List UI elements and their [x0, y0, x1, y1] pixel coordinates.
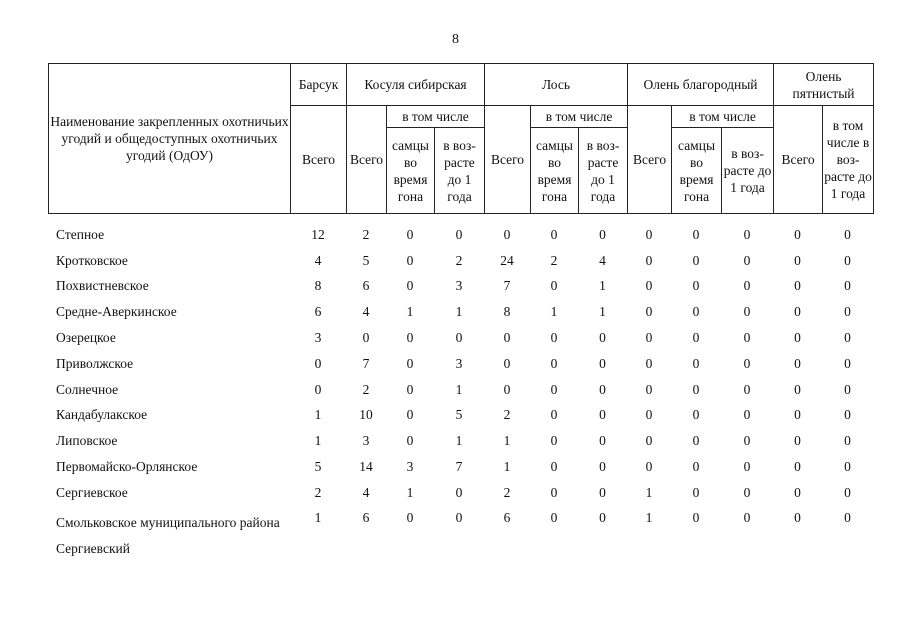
total-header: Всего: [347, 106, 387, 214]
table-cell: 0: [599, 226, 606, 242]
table-cell: 2: [362, 226, 370, 242]
table-cell: 1: [455, 381, 463, 397]
table-cell: 1: [599, 304, 606, 320]
table-cell: 1: [314, 407, 322, 423]
total-header: Всего: [291, 106, 347, 214]
table-cell: 0: [550, 407, 558, 423]
table-cell: 7: [503, 278, 511, 294]
table-cell: 0: [645, 304, 653, 320]
table-cell: 1: [406, 484, 414, 500]
table-cell: 0: [692, 509, 700, 525]
table-cell: 7: [362, 355, 370, 371]
table-cell: 0: [645, 278, 653, 294]
males-header: самцы во время гона: [531, 128, 579, 214]
table-cell: 0: [645, 226, 653, 242]
table-cell: 0: [503, 330, 511, 346]
row-name: Липовское: [56, 433, 118, 449]
table-cell: 0: [550, 278, 558, 294]
table-cell: 0: [743, 330, 751, 346]
table-cell: 0: [794, 381, 801, 397]
row-name: Смольковское муниципального района Сергиевский: [56, 514, 280, 556]
row-name: Солнечное: [56, 381, 119, 397]
table-cell: 6: [314, 304, 322, 320]
table-cell: 0: [599, 381, 606, 397]
group-header: Олень благородный: [628, 64, 774, 106]
incl-header: в том числе: [826, 118, 864, 150]
table-cell: 0: [743, 484, 751, 500]
table-row: [48, 299, 873, 325]
table-row: [48, 222, 873, 248]
table-cell: 0: [692, 330, 700, 346]
row-name: Кротковское: [56, 252, 128, 268]
table-cell: 0: [645, 407, 653, 423]
table-row: [48, 506, 873, 562]
row-name: Первомайско-Орлянское: [56, 459, 198, 475]
table-cell: 0: [692, 252, 700, 268]
table-cell: 1: [645, 484, 653, 500]
table-cell: 0: [794, 484, 801, 500]
table-cell: 1: [455, 433, 463, 449]
table-cell: 0: [503, 381, 511, 397]
table-cell: 0: [743, 509, 751, 525]
table-cell: 0: [743, 459, 751, 475]
table-cell: 0: [406, 278, 414, 294]
table-cell: 0: [844, 381, 851, 397]
table-cell: 4: [599, 252, 606, 268]
table-row: [48, 248, 873, 274]
page-number: 8: [452, 32, 459, 47]
table-cell: 1: [455, 304, 463, 320]
table-cell: 0: [406, 381, 414, 397]
table-cell: 0: [794, 330, 801, 346]
table-cell: 0: [503, 226, 511, 242]
table-cell: 6: [362, 509, 370, 525]
table-cell: 14: [359, 459, 373, 475]
table-cell: 6: [503, 509, 511, 525]
young-header: в воз-расте до 1 года: [722, 128, 774, 214]
table-cell: 0: [692, 226, 700, 242]
table-cell: 0: [599, 355, 606, 371]
table-cell: 0: [844, 226, 851, 242]
table-cell: 0: [455, 330, 463, 346]
row-name: Кандабулакское: [56, 407, 148, 423]
table-cell: 0: [692, 433, 700, 449]
row-name: Приволжское: [56, 355, 134, 371]
data-table: [48, 222, 873, 562]
group-header: Олень пятнистый: [774, 64, 874, 106]
table-cell: 0: [406, 355, 414, 371]
table-row: [48, 428, 873, 454]
table-cell: 0: [406, 407, 414, 423]
table-cell: 0: [794, 433, 801, 449]
table-cell: 8: [503, 304, 511, 320]
table-cell: 0: [743, 433, 751, 449]
table-cell: 6: [362, 278, 370, 294]
table-cell: 5: [455, 407, 463, 423]
table-cell: 0: [599, 407, 606, 423]
table-cell: 0: [743, 407, 751, 423]
table-row: [48, 454, 873, 480]
table-cell: 0: [645, 459, 653, 475]
table-cell: 0: [645, 252, 653, 268]
table-cell: 4: [314, 252, 322, 268]
table-cell: 24: [500, 252, 514, 268]
table-cell: 0: [794, 226, 801, 242]
total-header: Всего: [485, 106, 531, 214]
table-cell: 2: [550, 252, 558, 268]
table-header: [48, 63, 874, 214]
table-cell: 2: [503, 407, 511, 423]
table-cell: 0: [645, 355, 653, 371]
total-header: Всего: [628, 106, 672, 214]
table-cell: 0: [599, 330, 606, 346]
table-cell: 0: [743, 252, 751, 268]
table-cell: 0: [550, 226, 558, 242]
table-cell: 0: [314, 381, 322, 397]
table-cell: 0: [794, 509, 801, 525]
table-cell: 0: [455, 509, 463, 525]
table-cell: 3: [314, 330, 322, 346]
table-cell: 8: [314, 278, 322, 294]
table-cell: 3: [455, 278, 463, 294]
table-cell: 0: [645, 433, 653, 449]
table-cell: 0: [550, 433, 558, 449]
incl-header: в том числе: [387, 106, 485, 128]
table-cell: 0: [692, 278, 700, 294]
young-header: в воз-расте до 1 года: [435, 128, 485, 214]
table-cell: 0: [692, 304, 700, 320]
group-header: Косуля сибирская: [347, 64, 485, 106]
table-cell: 3: [362, 433, 370, 449]
table-row: [48, 377, 873, 403]
table-cell: 0: [794, 459, 801, 475]
table-cell: 4: [362, 304, 370, 320]
table-cell: 0: [743, 226, 751, 242]
table-cell: 0: [844, 509, 851, 525]
table-cell: 0: [550, 355, 558, 371]
table-cell: 1: [503, 433, 511, 449]
row-name: Озерецкое: [56, 330, 116, 346]
row-name: Похвистневское: [56, 278, 149, 294]
table-cell: 2: [314, 484, 322, 500]
table-cell: 2: [362, 381, 370, 397]
table-cell: 0: [550, 509, 558, 525]
table-row: [48, 325, 873, 351]
table-cell: 0: [599, 459, 606, 475]
table-cell: 0: [406, 330, 414, 346]
table-cell: 1: [314, 509, 322, 525]
table-row: [48, 274, 873, 300]
table-cell: 1: [314, 433, 322, 449]
table-row: [48, 480, 873, 506]
incl-header: в том числе: [672, 106, 774, 128]
table-cell: 1: [645, 509, 653, 525]
table-cell: 0: [550, 459, 558, 475]
table-cell: 0: [844, 252, 851, 268]
table-cell: 0: [406, 509, 414, 525]
total-header: Всего: [774, 106, 823, 214]
table-cell: 0: [692, 355, 700, 371]
table-cell: 12: [311, 226, 325, 242]
table-cell: 1: [503, 459, 511, 475]
table-cell: 0: [844, 484, 851, 500]
name-column-header: Наименование закрепленных охотничьих угодий и общедоступных охотничьих угодий (ОдОУ): [49, 64, 291, 214]
table-cell: 0: [692, 407, 700, 423]
table-cell: 0: [794, 304, 801, 320]
males-header: самцы во время гона: [672, 128, 722, 214]
males-header: самцы во время гона: [387, 128, 435, 214]
table-cell: 0: [794, 252, 801, 268]
table-cell: 2: [503, 484, 511, 500]
table-cell: 0: [455, 484, 463, 500]
table-cell: 0: [550, 484, 558, 500]
table-cell: 0: [455, 226, 463, 242]
incl-young-header: [823, 106, 874, 214]
table-cell: 0: [599, 484, 606, 500]
table-cell: 0: [362, 330, 370, 346]
young-header: в воз-расте до 1 года: [579, 128, 628, 214]
group-header: Барсук: [291, 64, 347, 106]
table-cell: 0: [844, 355, 851, 371]
table-cell: 0: [844, 433, 851, 449]
incl-header: в том числе: [531, 106, 628, 128]
table-cell: 2: [455, 252, 463, 268]
young-header: в воз-расте до 1 года: [824, 135, 872, 201]
table-cell: 0: [844, 278, 851, 294]
table-cell: 0: [406, 226, 414, 242]
table-cell: 5: [314, 459, 322, 475]
table-cell: 0: [844, 304, 851, 320]
table-cell: 4: [362, 484, 370, 500]
table-cell: 0: [406, 433, 414, 449]
table-cell: 10: [359, 407, 373, 423]
row-name: Сергиевское: [56, 484, 128, 500]
table-cell: 0: [743, 304, 751, 320]
table-cell: 3: [406, 459, 414, 475]
table-cell: 1: [550, 304, 558, 320]
table-cell: 0: [692, 381, 700, 397]
table-cell: 0: [743, 278, 751, 294]
table-cell: 0: [844, 459, 851, 475]
table-cell: 0: [794, 407, 801, 423]
table-cell: 1: [599, 278, 606, 294]
table-cell: 0: [844, 407, 851, 423]
table-cell: 0: [550, 381, 558, 397]
table-cell: 7: [455, 459, 463, 475]
table-cell: 0: [844, 330, 851, 346]
table-cell: 0: [599, 433, 606, 449]
table-row: [48, 403, 873, 429]
row-name: Средне-Аверкинское: [56, 304, 177, 320]
table-cell: 0: [645, 330, 653, 346]
table-cell: 1: [406, 304, 414, 320]
table-cell: 0: [314, 355, 322, 371]
group-header: Лось: [485, 64, 628, 106]
table-cell: 0: [794, 278, 801, 294]
table-cell: 5: [362, 252, 370, 268]
table-cell: 0: [645, 381, 653, 397]
table-row: [48, 351, 873, 377]
table-cell: 3: [455, 355, 463, 371]
table-cell: 0: [743, 381, 751, 397]
table-cell: 0: [743, 355, 751, 371]
table-cell: 0: [503, 355, 511, 371]
table-cell: 0: [692, 459, 700, 475]
table-cell: 0: [599, 509, 606, 525]
table-cell: 0: [794, 355, 801, 371]
table-cell: 0: [692, 484, 700, 500]
table-cell: 0: [406, 252, 414, 268]
row-name: Степное: [56, 226, 105, 242]
table-cell: 0: [550, 330, 558, 346]
